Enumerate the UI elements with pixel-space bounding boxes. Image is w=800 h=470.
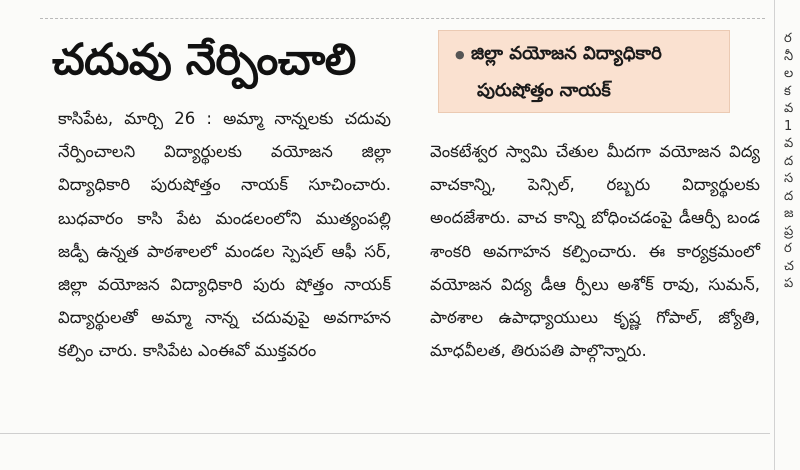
- highlight-name: పురుషోత్తం నాయక్: [477, 80, 611, 101]
- bullet-icon: ●: [455, 48, 465, 61]
- article-body-right: వెంకటేశ్వర స్వామి చేతుల మీదగా వయోజన విద్య వాచకాన్ని, పెన్సిల్, రబ్బరు విద్యార్థులకు అందజేశారు. వాచ కాన్ని బోధించడంపై డీఆర్పీ బండ శాంకరి అవగాహన కల్పించారు. ఈ కార్యక్రమంలో వయోజన విద్య డీఆ ర్పీలు అశోక్ రావు, సుమన్, పాఠశాల ఉపాధ్యాయులు కృష్ణ గోపాల్, జ్యోతి, మాధవీలత, తిరుపతి పాల్గొన్నారు.: [430, 142, 760, 361]
- highlight-box: [438, 30, 730, 113]
- top-divider: [40, 18, 765, 19]
- article-column-left: [58, 102, 391, 368]
- bottom-divider: [0, 433, 770, 434]
- article-headline: చదువు నేర్పించాలి: [52, 35, 356, 85]
- column-divider: [774, 0, 775, 470]
- highlight-title: జిల్లా వయోజన విద్యాధికారి: [471, 43, 662, 64]
- article-column-right: [430, 135, 760, 367]
- article-body-left: కాసిపేట, మార్చి 26 : అమ్మా నాన్నలకు చదువు నేర్పించాలని విద్యార్థులకు వయోజన జిల్లా విద్యాధికారి పురుషోత్తం నాయక్ సూచించారు. బుధవారం కాసి పేట మండలంలోని ముత్యంపల్లి జడ్పీ ఉన్నత పాఠశాలలో మండల స్పెషల్ ఆఫీ సర్, జిల్లా వయోజన విద్యాధికారి పురు షోత్తం నాయక్ విద్యార్థులతో అమ్మా నాన్న చదువుపై అవగాహన కల్పిం చారు. కాసిపేట ఎంఈవో ముక్తవరం: [58, 109, 391, 361]
- adjacent-article-text: ర నీ ల క వ 1 వ ద స ద జ ప్ర ర చ ప: [784, 31, 794, 291]
